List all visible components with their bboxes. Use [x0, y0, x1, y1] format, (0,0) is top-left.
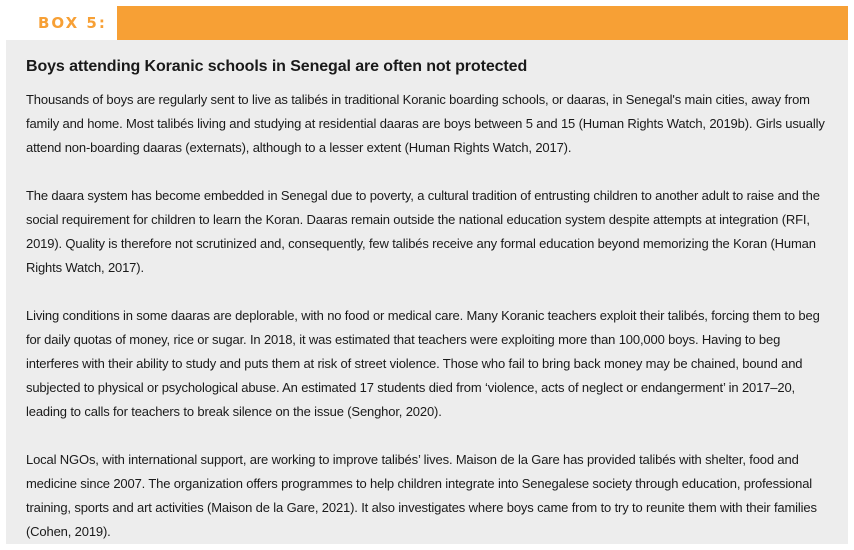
- box-header-bar: [6, 6, 848, 40]
- box-title: Boys attending Koranic schools in Senegal are often not protected: [26, 58, 528, 75]
- info-box: [6, 6, 848, 544]
- box-label: BOX 5:: [6, 6, 117, 40]
- paragraph-1: Thousands of boys are regularly sent to live as talibés in traditional Koranic boarding schools, or daaras, in Senegal's main cities, away from family and home. Most talibés living and studying at residential daaras are boys between 5 and 15 (Human Rights Watch, 2019b). Girls usually attend non-boarding daaras (externats), although to a lesser extent (Human Rights Watch, 2017).: [26, 92, 825, 155]
- paragraph-4: Local NGOs, with international support, are working to improve talibés’ lives. Maison de la Gare has provided talibés with shelter, food and medicine since 2007. The organization offers programmes to help children integrate into Senegalese society through education, professional training, sports and art activities (Maison de la Gare, 2021). It also investigates where boys came from to try to reunite them with their families (Cohen, 2019).: [26, 452, 817, 539]
- box-body: [6, 40, 848, 544]
- paragraph-3: Living conditions in some daaras are deplorable, with no food or medical care. Many Koranic teachers exploit their talibés, forcing them to beg for daily quotas of money, rice or sugar. In 2018, it was estimated that teachers were exploiting more than 100,000 boys. Having to beg interferes with their ability to study and puts them at risk of street violence. Those who fail to bring back money may be chained, bound and subjected to physical or psychological abuse. An estimated 17 students died from ‘violence, acts of neglect or endangerment’ in 2017–20, leading to calls for teachers to break silence on the issue (Senghor, 2020).: [26, 308, 820, 419]
- paragraph-2: The daara system has become embedded in Senegal due to poverty, a cultural tradition of entrusting children to another adult to raise and the social requirement for children to learn the Koran. Daaras remain outside the national education system despite attempts at integration (RFI, 2019). Quality is therefore not scrutinized and, consequently, few talibés receive any formal education beyond memorizing the Koran (Human Rights Watch, 2017).: [26, 188, 820, 275]
